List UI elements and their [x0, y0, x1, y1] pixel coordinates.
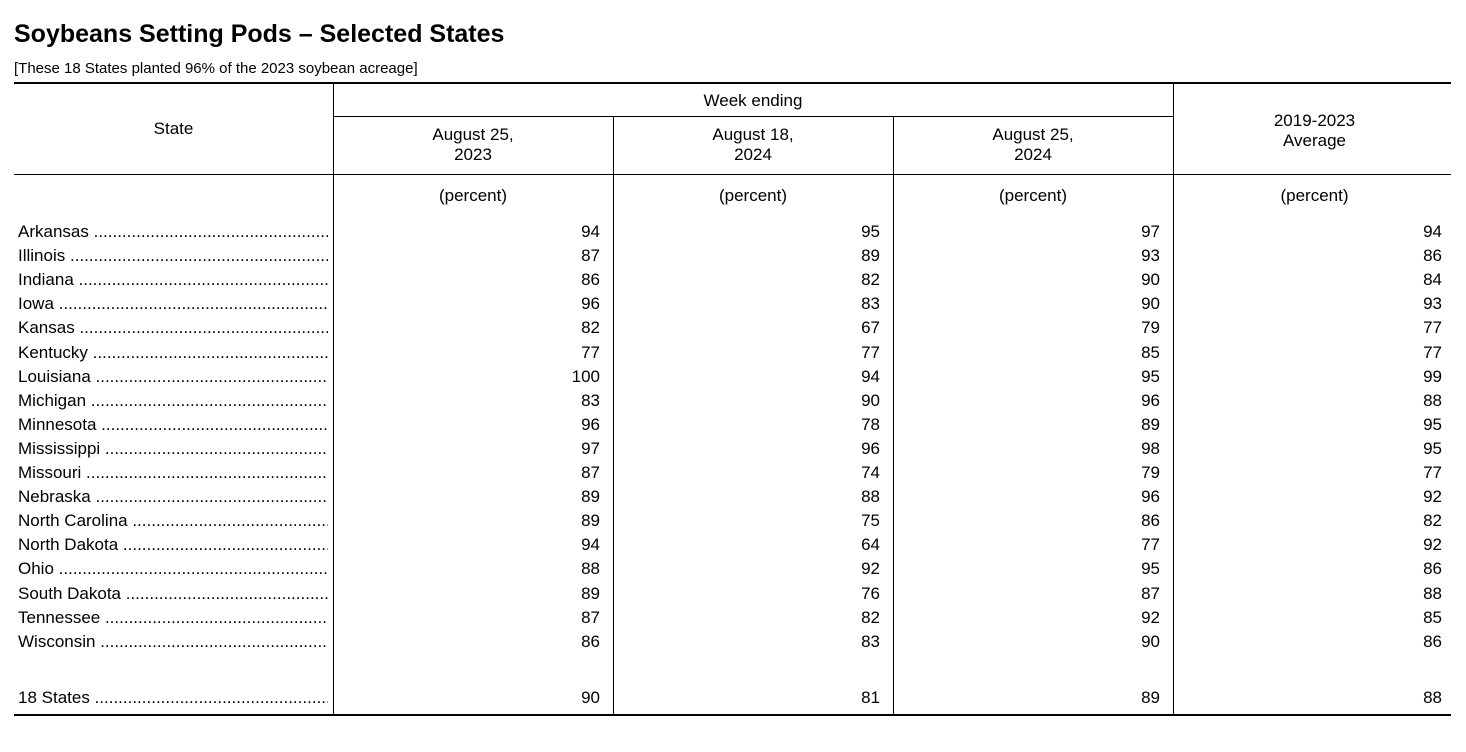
column-header-aug18-2024: August 18, 2024	[712, 125, 794, 164]
percent-value: 95	[1423, 438, 1442, 458]
state-name: Iowa .....	[18, 294, 328, 314]
percent-value: 76	[861, 583, 880, 603]
percent-value: 87	[581, 607, 600, 627]
state-name: Mississippi .....	[18, 439, 328, 459]
percent-value: 77	[1141, 535, 1160, 555]
percent-value: 79	[1141, 318, 1160, 338]
column-divider	[1173, 84, 1174, 714]
percent-value: 81	[861, 688, 880, 707]
percent-value: 96	[1141, 390, 1160, 410]
percent-value: 90	[1141, 631, 1160, 651]
percent-value: 86	[1141, 511, 1160, 531]
state-name: Illinois .....	[18, 246, 328, 266]
percent-value: 83	[581, 390, 600, 410]
state-name: Tennessee .....	[18, 608, 328, 628]
state-name: Wisconsin .....	[18, 632, 328, 652]
percent-value: 84	[1423, 270, 1442, 290]
column-header-aug25-2023: August 25, 2023	[432, 125, 514, 164]
state-name: Kentucky .....	[18, 343, 328, 363]
percent-value: 89	[581, 511, 600, 531]
percent-value: 94	[1423, 222, 1442, 241]
state-name: 18 States .....	[18, 688, 328, 708]
percent-value: 90	[1141, 294, 1160, 314]
unit-label: (percent)	[438, 186, 508, 205]
percent-value: 98	[1141, 438, 1160, 458]
state-name: Missouri .....	[18, 463, 328, 483]
percent-value: 77	[1423, 318, 1442, 338]
percent-value: 87	[581, 246, 600, 266]
unit-label: (percent)	[1280, 186, 1349, 205]
week-ending-header: Week ending	[703, 91, 803, 110]
percent-value: 82	[581, 318, 600, 338]
percent-value: 89	[1141, 414, 1160, 434]
unit-label: (percent)	[718, 186, 788, 205]
percent-value: 86	[1423, 631, 1442, 651]
column-header-average: 2019-2023 Average	[1273, 111, 1356, 150]
percent-value: 96	[581, 414, 600, 434]
percent-value: 83	[861, 294, 880, 314]
percent-value: 99	[1423, 366, 1442, 386]
column-divider	[893, 117, 894, 714]
percent-value: 77	[1423, 342, 1442, 362]
percent-value: 89	[581, 583, 600, 603]
percent-value: 89	[861, 246, 880, 266]
state-name: Indiana .....	[18, 270, 328, 290]
state-name: North Dakota .....	[18, 535, 328, 555]
percent-value: 93	[1141, 246, 1160, 266]
column-divider	[613, 117, 614, 714]
percent-value: 92	[861, 559, 880, 579]
percent-value: 88	[1423, 390, 1442, 410]
percent-value: 89	[1141, 688, 1160, 707]
state-name: South Dakota .....	[18, 584, 328, 604]
table-bottom-rule	[14, 714, 1451, 716]
percent-value: 92	[1423, 487, 1442, 507]
percent-value: 97	[1141, 222, 1160, 241]
state-name: Louisiana .....	[18, 367, 328, 387]
percent-value: 74	[861, 463, 880, 482]
percent-value: 96	[861, 438, 880, 458]
state-name: Minnesota .....	[18, 415, 328, 435]
percent-value: 88	[581, 559, 600, 579]
percent-value: 96	[1141, 487, 1160, 507]
percent-value: 87	[581, 463, 600, 482]
column-header-aug25-2024: August 25, 2024	[992, 125, 1074, 164]
percent-value: 82	[861, 607, 880, 627]
percent-value: 92	[1423, 535, 1442, 555]
percent-value: 94	[581, 222, 600, 241]
percent-value: 94	[581, 535, 600, 555]
percent-value: 96	[581, 294, 600, 314]
state-name: Kansas .....	[18, 318, 328, 338]
percent-value: 85	[1423, 607, 1442, 627]
state-name: Arkansas .....	[18, 222, 328, 242]
state-name: North Carolina .....	[18, 511, 328, 531]
percent-value: 88	[1423, 583, 1442, 603]
table-top-rule	[14, 82, 1451, 84]
percent-value: 94	[861, 366, 880, 386]
percent-value: 86	[581, 270, 600, 290]
page-title: Soybeans Setting Pods – Selected States	[14, 20, 505, 48]
percent-value: 100	[571, 366, 600, 386]
percent-value: 85	[1141, 342, 1160, 362]
state-name: Nebraska .....	[18, 487, 328, 507]
week-ending-rule	[333, 116, 1173, 117]
percent-value: 86	[581, 631, 600, 651]
column-divider	[333, 84, 334, 714]
percent-value: 88	[1423, 688, 1442, 707]
percent-value: 79	[1141, 463, 1160, 482]
percent-value: 95	[1423, 414, 1442, 434]
percent-value: 92	[1141, 607, 1160, 627]
state-column-header: State	[153, 119, 194, 138]
percent-value: 78	[861, 414, 880, 434]
percent-value: 82	[861, 270, 880, 290]
percent-value: 89	[581, 487, 600, 507]
percent-value: 77	[581, 342, 600, 362]
percent-value: 86	[1423, 559, 1442, 579]
percent-value: 90	[861, 390, 880, 410]
percent-value: 95	[861, 222, 880, 241]
percent-value: 90	[581, 688, 600, 707]
page-subtitle: [These 18 States planted 96% of the 2023 soybean acreage]	[14, 60, 418, 77]
percent-value: 90	[1141, 270, 1160, 290]
percent-value: 75	[861, 511, 880, 531]
percent-value: 95	[1141, 559, 1160, 579]
percent-value: 93	[1423, 294, 1442, 314]
percent-value: 88	[861, 487, 880, 507]
percent-value: 87	[1141, 583, 1160, 603]
percent-value: 97	[581, 438, 600, 458]
state-name: Michigan .....	[18, 391, 328, 411]
percent-value: 86	[1423, 246, 1442, 266]
percent-value: 95	[1141, 366, 1160, 386]
percent-value: 77	[861, 342, 880, 362]
percent-value: 64	[861, 535, 880, 555]
state-name: Ohio .....	[18, 559, 328, 579]
percent-value: 77	[1423, 463, 1442, 482]
percent-value: 67	[861, 318, 880, 338]
percent-value: 83	[861, 631, 880, 651]
percent-value: 82	[1423, 511, 1442, 531]
header-bottom-rule	[14, 174, 1451, 175]
unit-label: (percent)	[998, 186, 1068, 205]
